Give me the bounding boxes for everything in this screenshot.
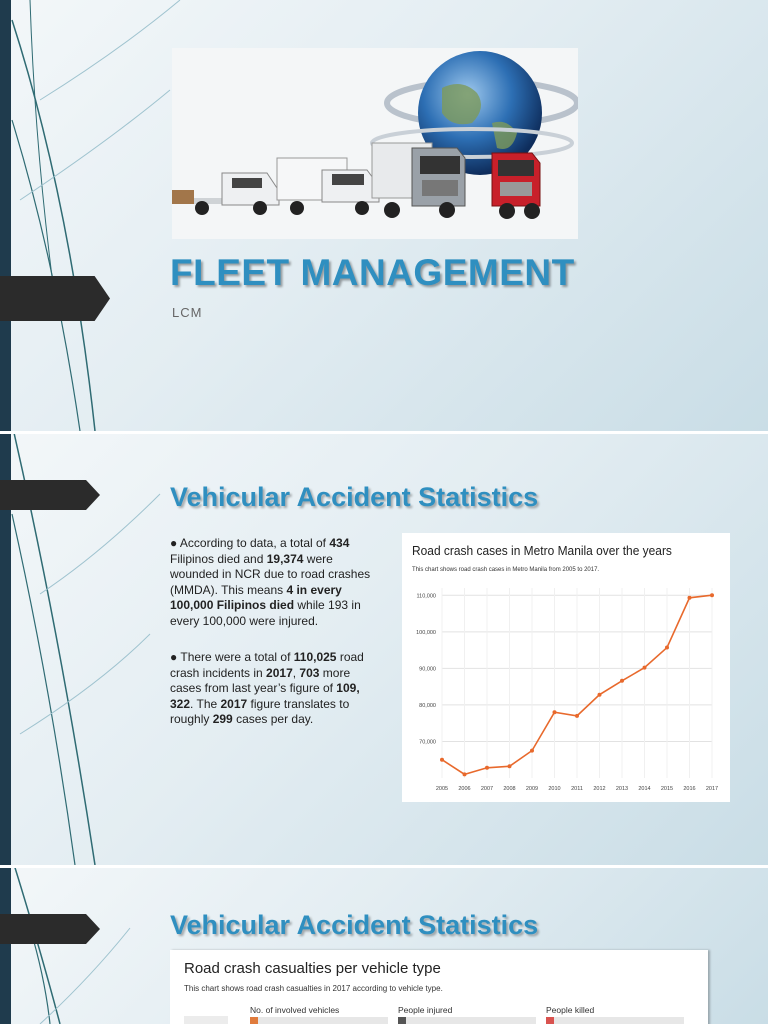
data-point (643, 666, 647, 670)
data-point (530, 749, 534, 753)
y-tick-label: 110,000 (416, 593, 436, 600)
data-point (463, 772, 467, 776)
column-header-injured: People injured (398, 1005, 453, 1015)
data-point (440, 758, 444, 762)
data-point (665, 646, 669, 650)
left-accent-bar (0, 0, 11, 431)
slide-title (0, 0, 768, 431)
data-point (688, 596, 692, 600)
killed-bar (546, 1017, 554, 1024)
bullet-incidents: ● There were a total of 110,025 road crash incidents in 2017, 703 more cases from last year’s figure of 109, 322. The 2017 figure translates to roughly 299 cases per day. (170, 650, 364, 726)
row-label-placeholder (184, 1016, 228, 1024)
slide-heading: Vehicular Accident Statistics (170, 910, 539, 940)
vehicles-bar (250, 1017, 258, 1024)
bullet-list (170, 536, 380, 749)
chart-subtitle: This chart shows road crash cases in Metro Manila from 2005 to 2017. (412, 567, 600, 573)
slide-statistics-1 (0, 434, 768, 865)
data-point (553, 710, 557, 714)
x-tick-label: 2016 (683, 786, 696, 792)
data-point (485, 766, 489, 770)
x-tick-label: 2006 (458, 786, 471, 792)
chart-title: Road crash cases in Metro Manila over the years (412, 543, 672, 558)
data-point (620, 679, 624, 683)
x-tick-label: 2008 (503, 786, 516, 792)
line-chart-svg (402, 533, 730, 802)
killed-bar-track (546, 1017, 684, 1024)
data-point (575, 714, 579, 718)
x-tick-label: 2007 (480, 786, 494, 792)
arrow-marker (0, 914, 100, 944)
decorative-lines (0, 0, 203, 431)
x-tick-label: 2013 (615, 786, 629, 792)
table-title: Road crash casualties per vehicle type (184, 960, 441, 977)
road-crash-chart (402, 533, 730, 802)
table-subtitle: This chart shows road crash casualties in 2017 according to vehicle type. (184, 984, 443, 993)
column-header-killed: People killed (546, 1005, 595, 1015)
x-tick-label: 2011 (571, 786, 583, 792)
presentation-title: FLEET MANAGEMENT (170, 252, 575, 293)
presentation-subtitle: LCM (172, 305, 203, 320)
y-tick-label: 70,000 (419, 739, 436, 746)
arrow-marker (0, 480, 100, 510)
vehicles-bar-track (250, 1017, 388, 1024)
data-point (598, 693, 602, 697)
casualties-table (170, 950, 708, 1024)
bullet-deaths: ● According to data, a total of 434 Filipinos died and 19,374 were wounded in NCR due to road crashes (MMDA). This means 4 in every 100,000 Filipinos died while 193 in every 100,000 were injured. (170, 536, 371, 628)
injured-bar (398, 1017, 406, 1024)
y-tick-label: 80,000 (419, 702, 436, 709)
column-header-vehicles: No. of involved vehicles (250, 1005, 340, 1015)
x-tick-label: 2014 (638, 786, 651, 792)
y-tick-label: 100,000 (416, 629, 436, 636)
data-point (508, 764, 512, 768)
slide-statistics-2 (0, 868, 768, 1024)
x-tick-label: 2009 (525, 786, 539, 792)
arrow-marker (0, 276, 110, 321)
x-tick-label: 2015 (660, 786, 674, 792)
fleet-hero-image (172, 48, 578, 239)
slide-heading: Vehicular Accident Statistics (170, 482, 539, 512)
data-point (710, 593, 714, 597)
x-tick-label: 2012 (593, 786, 606, 792)
left-accent-bar (0, 868, 11, 1024)
y-tick-label: 90,000 (419, 666, 436, 673)
x-tick-label: 2017 (705, 786, 719, 792)
injured-bar-track (398, 1017, 536, 1024)
x-tick-label: 2010 (548, 786, 561, 792)
x-tick-label: 2005 (435, 786, 449, 792)
